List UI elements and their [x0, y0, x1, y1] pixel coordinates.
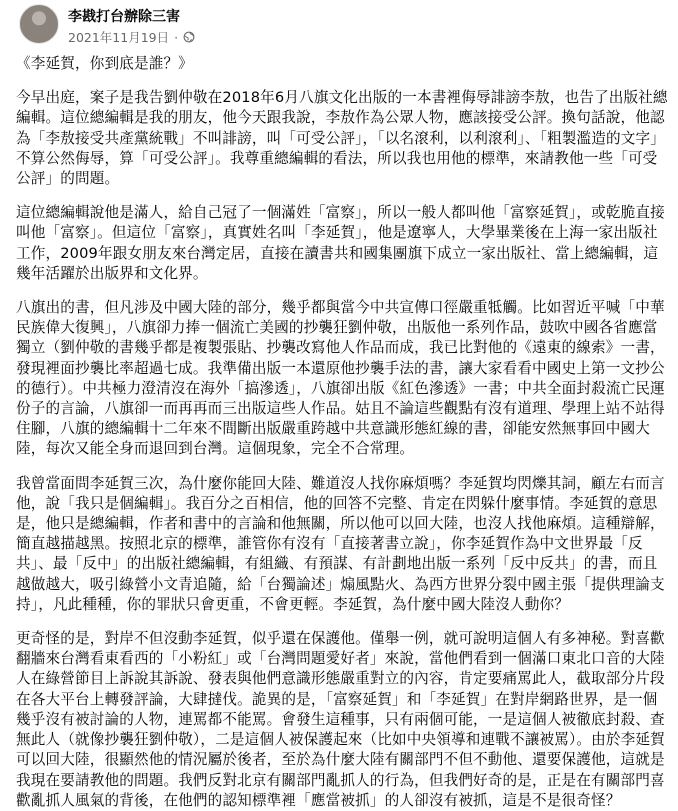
paragraph-5: 更奇怪的是，對岸不但沒動李延賀，似乎還在保護他。僅舉一例，就可說明這個人有多神秘。對喜歡翻牆來台灣看東看西的「小粉紅」或「台灣問題愛好者」來說，當他們看到一個滿口東北口音的大陸人在綠營節目上訴說其訴說、發表與他們意識形態嚴重對立的內容，肯定要痛罵此人，截取部分片段在各大平台上轉發評論，大肆撻伐。詭異的是，「富察延賀」和「李延賀」在對岸網路世界，是一個幾乎沒有被討論的人物，連罵都不能罵。會發生這種事，只有兩個可能，一是這個人被徹底封殺、查無此人（就像抄襲狂劉仲敬），二是這個人被保護起來（比如中央領導和連戰不讓被罵）。由於李延賀可以回大陸，很顯然他的情況屬於後者，至於為什麼大陸有關部門不但不動他、還要保護他，這就是我現在要請教他的問題。我們反對北京有關部門亂抓人的行為，但我們好奇的是，正是在有關部門喜歡亂抓人風氣的背後，在他們的認知標準裡「應當被抓」的人卻沒有被抓，這是不是很奇怪？ — [16, 630, 665, 809]
paragraph-3: 八旗出的書，但凡涉及中國大陸的部分，幾乎都與當今中共宣傳口徑嚴重牴觸。比如習近平喊「中華民族偉大復興」，八旗卻力捧一個流亡美國的抄襲狂劉仲敬，出版他一系列作品，鼓吹中國各省應當獨立（劉仲敬的書幾乎都是複製張貼、抄襲改寫他人作品而成，我已比對他的《遠東的線索》一書，發現裡面抄襲比率超過七成。我準備出版一本還原他抄襲手法的書，讓大家看看中國史上第一文抄公的德行）。中共極力澄清沒在海外「搞滲透」，八旗卻出版《紅色滲透》一書；中共全面封殺流亡民運份子的言論，八旗卻一而再再而三出版這些人作品。姑且不論這些觀點有沒有道理、學理上站不站得住腳，八旗的總編輯十二年來不間斷出版嚴重跨越中共意識形態紅線的書，卻能安然無事回中國大陸，每次又能全身而退回到台灣。這個現象，完全不合常理。 — [16, 299, 665, 458]
paragraph-1: 今早出庭，案子是我告劉仲敬在2018年6月八旗文化出版的一本書裡侮辱誹謗李敖，也告了出版社總編輯。這位總編輯是我的朋友，他今天跟我說，李敖作為公眾人物，應該接受公評。換句話說，他認為「李敖接受共產黨統戰」不叫誹謗，叫「可受公評」，「以名滾利，以利滾利」、「粗製濫造的文字」不算公然侮辱，算「可受公評」。我尊重總編輯的看法，所以我也用他的標準，來請教他一些「可受公評」的問題。 — [16, 89, 668, 188]
post-title: 《李延賀，你到底是誰？》 — [16, 55, 193, 72]
avatar[interactable] — [19, 4, 59, 44]
paragraph-2: 這位總編輯說他是滿人，給自己冠了一個滿姓「富察」，所以一般人都叫他「富察延賀」，或乾脆直接叫他「富察」。但這位「富察」，真實姓名叫「李延賀」，他是遼寧人，大學畢業後在上海一家出版社工作，2009年跟女朋友來台灣定居，直接在讀書共和國集團旗下成立一家出版社、當上總編輯，這幾年活躍於出版界和文化界。 — [16, 204, 665, 282]
post-body — [16, 54, 668, 811]
post-meta — [68, 28, 195, 46]
author-name[interactable]: 李戡打台辦除三害 — [68, 9, 180, 25]
post-header — [10, 0, 668, 52]
paragraph-4: 我曾當面問李延賀三次，為什麼你能回大陸、難道沒人找你麻煩嗎？李延賀均閃爍其詞，顧左右而言他，說「我只是個編輯」。我百分之百相信，他的回答不完整、肯定在閃躲什麼事情。李延賀的意思是，他只是總編輯，作者和書中的言論和他無關，所以他可以回大陸，也沒人找他麻煩。這種辯解，簡直越描越黑。按照北京的標準，誰管你有沒有「直接著書立說」，你李延賀作為中文世界最「反共」、最「反中」的出版社總編輯，有組織、有預謀、有計劃地出版一系列「反中反共」的書，而且越做越大，吸引綠營小文青追隨，給「台獨論述」煽風點火、為西方世界分裂中國主張「提供理論支持」，凡此種種，你的罪狀只會更重，不會更輕。李延賀，為什麼中國大陸沒人動你？ — [16, 474, 665, 613]
globe-icon — [183, 31, 195, 43]
post-date[interactable]: 2021年11月19日 — [68, 30, 170, 45]
meta-separator: · — [174, 29, 179, 45]
